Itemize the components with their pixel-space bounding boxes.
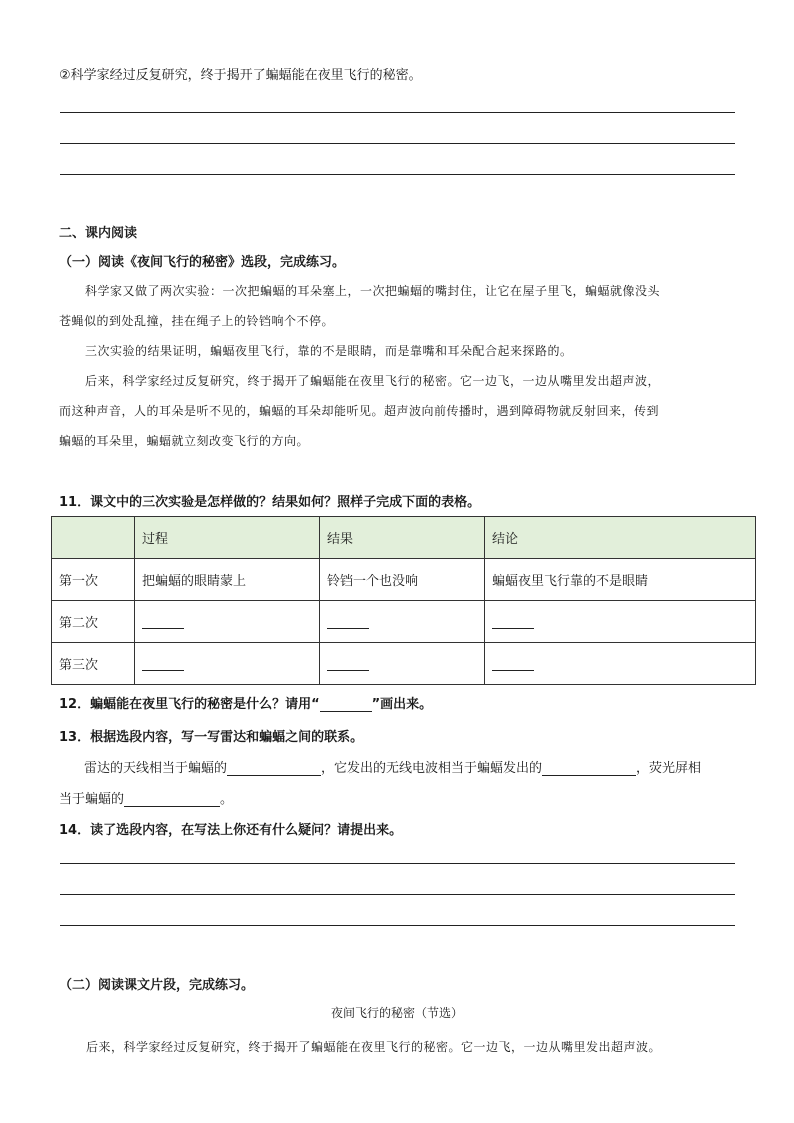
question-14: 14．读了选段内容，在写法上你还有什么疑问？请提出来。 xyxy=(59,823,403,838)
table-cell-blank[interactable] xyxy=(320,643,485,685)
question-13: 13．根据选段内容，写一写雷达和蝙蝠之间的联系。 xyxy=(59,730,364,745)
passage-2-title: 夜间飞行的秘密（节选） xyxy=(330,1006,463,1020)
fill-blank[interactable] xyxy=(492,656,534,671)
question-13-fill xyxy=(84,757,701,776)
passage-line: 而这种声音，人的耳朵是听不见的，蝙蝠的耳朵却能听见。超声波向前传播时，遇到障碍物就反射回来，传到 xyxy=(59,404,660,418)
table-row xyxy=(52,601,756,643)
question-11: 11．课文中的三次实验是怎样做的？结果如何？照样子完成下面的表格。 xyxy=(59,495,481,510)
fill-blank[interactable] xyxy=(227,761,321,776)
question-12 xyxy=(59,693,432,712)
fill-blank[interactable] xyxy=(327,656,369,671)
table-cell: 把蝙蝠的眼睛蒙上 xyxy=(135,559,320,601)
answer-line-4[interactable] xyxy=(60,863,735,864)
table-header-row xyxy=(52,517,756,559)
answer-line-2[interactable] xyxy=(60,143,735,144)
passage-2-line: 后来，科学家经过反复研究，终于揭开了蝙蝠能在夜里飞行的秘密。它一边飞，一边从嘴里发出超声波。 xyxy=(86,1040,662,1054)
section-title: 二、课内阅读 xyxy=(59,226,138,241)
table-row xyxy=(52,643,756,685)
answer-line-5[interactable] xyxy=(60,894,735,895)
part1-title: （一）阅读《夜间飞行的秘密》选段，完成练习。 xyxy=(59,255,346,270)
answer-line-6[interactable] xyxy=(60,925,735,926)
passage-line: 科学家又做了两次实验：一次把蝙蝠的耳朵塞上，一次把蝙蝠的嘴封住，让它在屋子里飞，蝙蝠就像没头 xyxy=(85,284,661,298)
answer-line-1[interactable] xyxy=(60,112,735,113)
table-cell: 第二次 xyxy=(52,601,135,643)
q13-text: 。 xyxy=(220,792,234,807)
question-13-fill-2 xyxy=(59,788,233,807)
fill-blank[interactable] xyxy=(327,614,369,629)
table-cell: 第一次 xyxy=(52,559,135,601)
q13-text: 雷达的天线相当于蝙蝠的 xyxy=(84,761,228,776)
table-cell-blank[interactable] xyxy=(485,643,756,685)
passage-line: 苍蝇似的到处乱撞，挂在绳子上的铃铛响个不停。 xyxy=(59,314,335,328)
table-header-cell xyxy=(52,517,135,559)
table-header-cell: 过程 xyxy=(135,517,320,559)
table-cell-blank[interactable] xyxy=(135,601,320,643)
table-row xyxy=(52,559,756,601)
passage-line: 三次实验的结果证明，蝙蝠夜里飞行，靠的不是眼睛，而是靠嘴和耳朵配合起来探路的。 xyxy=(85,344,573,358)
question-12-text-end: ”画出来。 xyxy=(371,697,433,712)
q13-text: ，它发出的无线电波相当于蝙蝠发出的 xyxy=(321,761,543,776)
passage-1 xyxy=(59,276,739,456)
table-cell-blank[interactable] xyxy=(320,601,485,643)
passage-line: 后来，科学家经过反复研究，终于揭开了蝙蝠能在夜里飞行的秘密。它一边飞，一边从嘴里发出超声波， xyxy=(85,374,661,388)
fill-blank[interactable] xyxy=(492,614,534,629)
table-cell: 铃铛一个也没响 xyxy=(320,559,485,601)
fill-blank[interactable] xyxy=(142,656,184,671)
fill-blank[interactable] xyxy=(542,761,636,776)
experiment-table xyxy=(51,516,756,685)
fill-blank[interactable] xyxy=(142,614,184,629)
top-sentence: ②科学家经过反复研究，终于揭开了蝙蝠能在夜里飞行的秘密。 xyxy=(59,68,422,83)
table-cell: 蝙蝠夜里飞行靠的不是眼睛 xyxy=(485,559,756,601)
question-12-text: 12．蝙蝠能在夜里飞行的秘密是什么？请用“ xyxy=(59,697,320,712)
q13-text: 当于蝙蝠的 xyxy=(59,792,125,807)
underline-sample xyxy=(320,697,372,712)
answer-line-3[interactable] xyxy=(60,174,735,175)
table-cell-blank[interactable] xyxy=(485,601,756,643)
table-cell: 第三次 xyxy=(52,643,135,685)
fill-blank[interactable] xyxy=(124,792,220,807)
table-header-cell: 结论 xyxy=(485,517,756,559)
q13-text: ，荧光屏相 xyxy=(636,761,702,776)
table-cell-blank[interactable] xyxy=(135,643,320,685)
passage-line: 蝙蝠的耳朵里，蝙蝠就立刻改变飞行的方向。 xyxy=(59,434,310,448)
part2-title: （二）阅读课文片段，完成练习。 xyxy=(59,978,255,993)
table-header-cell: 结果 xyxy=(320,517,485,559)
